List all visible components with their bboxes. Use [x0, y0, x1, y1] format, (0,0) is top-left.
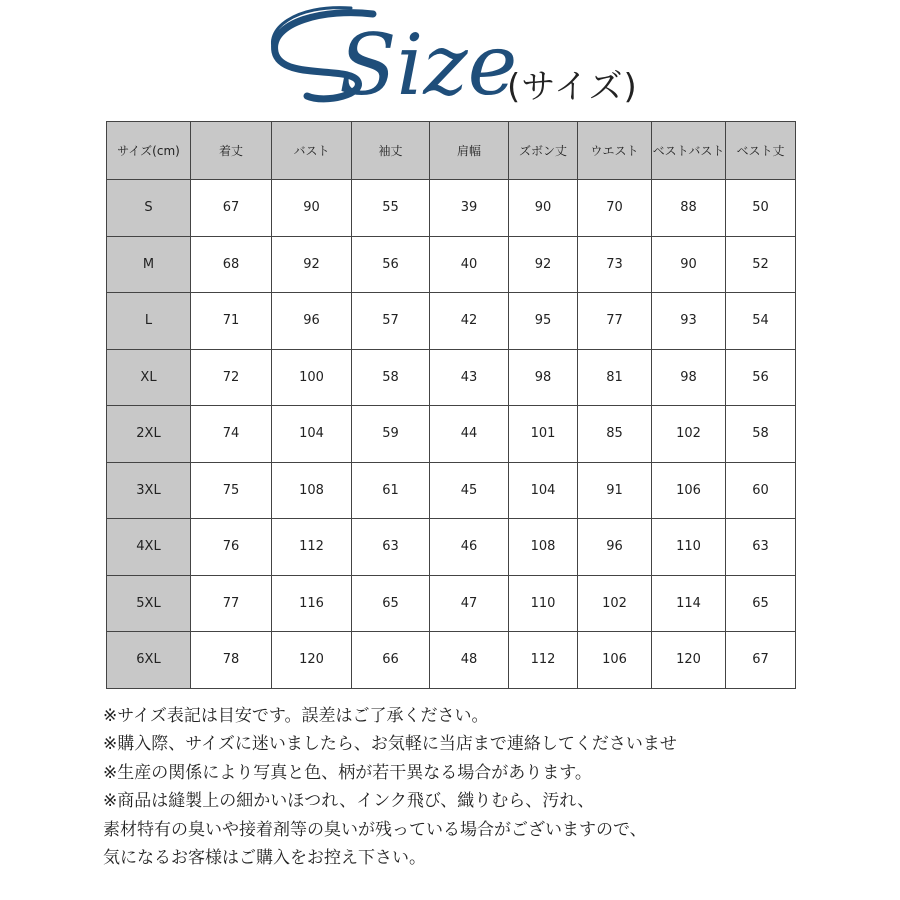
size-label-cell: M: [107, 236, 191, 293]
table-cell: 90: [509, 180, 578, 237]
size-logo-text: Size: [339, 16, 518, 114]
table-row: [107, 632, 796, 689]
table-cell: 108: [509, 519, 578, 576]
note-line: 素材特有の臭いや接着剤等の臭いが残っている場合がございますので、: [103, 819, 647, 840]
table-cell: 112: [272, 519, 352, 576]
table-cell: 60: [726, 462, 796, 519]
header-size: サイズ(cm): [107, 122, 191, 180]
table-cell: 108: [272, 462, 352, 519]
table-cell: 75: [191, 462, 272, 519]
size-subtitle: (サイズ): [507, 67, 638, 107]
table-cell: 88: [652, 180, 726, 237]
note-line: ※サイズ表記は目安です。誤差はご了承ください。: [103, 706, 489, 726]
table-cell: 39: [430, 180, 509, 237]
table-cell: 43: [430, 349, 509, 406]
table-row: [107, 462, 796, 519]
table-cell: 61: [352, 462, 430, 519]
notes-list: [103, 702, 863, 872]
header-length: 着丈: [191, 122, 272, 180]
header-waist: ウエスト: [578, 122, 652, 180]
size-table-header: [107, 122, 796, 180]
size-label-cell: 6XL: [107, 632, 191, 689]
table-cell: 102: [652, 406, 726, 463]
table-cell: 106: [578, 632, 652, 689]
table-row: [107, 349, 796, 406]
size-label-cell: 2XL: [107, 406, 191, 463]
table-cell: 90: [652, 236, 726, 293]
note-line: ※商品は縫製上の細かいほつれ、インク飛び、織りむら、汚れ、: [103, 791, 595, 812]
table-cell: 91: [578, 462, 652, 519]
table-cell: 98: [652, 349, 726, 406]
table-cell: 96: [272, 293, 352, 350]
header-pants-length: ズボン丈: [509, 122, 578, 180]
table-cell: 81: [578, 349, 652, 406]
table-cell: 114: [652, 575, 726, 632]
table-cell: 66: [352, 632, 430, 689]
table-cell: 73: [578, 236, 652, 293]
size-label-cell: 4XL: [107, 519, 191, 576]
header-shoulder: 肩幅: [430, 122, 509, 180]
header-vest-length: ベスト丈: [726, 122, 796, 180]
table-cell: 116: [272, 575, 352, 632]
table-cell: 98: [509, 349, 578, 406]
table-cell: 58: [352, 349, 430, 406]
header-sleeve: 袖丈: [352, 122, 430, 180]
table-cell: 58: [726, 406, 796, 463]
table-cell: 77: [578, 293, 652, 350]
table-row: [107, 236, 796, 293]
table-row: [107, 180, 796, 237]
table-cell: 59: [352, 406, 430, 463]
table-cell: 120: [652, 632, 726, 689]
table-cell: 106: [652, 462, 726, 519]
note-line: ※購入際、サイズに迷いましたら、お気軽に当店まで連絡してくださいませ: [103, 734, 677, 755]
table-cell: 90: [272, 180, 352, 237]
table-cell: 120: [272, 632, 352, 689]
table-cell: 93: [652, 293, 726, 350]
table-cell: 56: [352, 236, 430, 293]
table-cell: 92: [509, 236, 578, 293]
table-cell: 100: [272, 349, 352, 406]
note-line: ※生産の関係により写真と色、柄が若干異なる場合があります。: [103, 762, 592, 783]
table-cell: 77: [191, 575, 272, 632]
table-cell: 68: [191, 236, 272, 293]
table-cell: 50: [726, 180, 796, 237]
table-cell: 48: [430, 632, 509, 689]
table-row: [107, 406, 796, 463]
table-cell: 67: [191, 180, 272, 237]
size-label-cell: L: [107, 293, 191, 350]
size-label-cell: S: [107, 180, 191, 237]
size-table-body: [107, 180, 796, 689]
table-cell: 110: [652, 519, 726, 576]
size-label-cell: 5XL: [107, 575, 191, 632]
table-cell: 96: [578, 519, 652, 576]
size-label-cell: 3XL: [107, 462, 191, 519]
table-cell: 101: [509, 406, 578, 463]
header-vest-bust: ベストバスト: [652, 122, 726, 180]
table-cell: 104: [272, 406, 352, 463]
table-row: [107, 293, 796, 350]
table-cell: 47: [430, 575, 509, 632]
table-cell: 72: [191, 349, 272, 406]
table-cell: 74: [191, 406, 272, 463]
table-cell: 110: [509, 575, 578, 632]
table-row: [107, 575, 796, 632]
table-cell: 45: [430, 462, 509, 519]
table-cell: 95: [509, 293, 578, 350]
table-cell: 44: [430, 406, 509, 463]
table-cell: 65: [352, 575, 430, 632]
table-cell: 112: [509, 632, 578, 689]
table-row: [107, 519, 796, 576]
note-line: 気になるお客様はご購入をお控え下さい。: [103, 848, 426, 869]
table-cell: 56: [726, 349, 796, 406]
table-cell: 67: [726, 632, 796, 689]
table-cell: 57: [352, 293, 430, 350]
table-cell: 78: [191, 632, 272, 689]
table-cell: 54: [726, 293, 796, 350]
table-cell: 85: [578, 406, 652, 463]
table-cell: 63: [352, 519, 430, 576]
table-cell: 63: [726, 519, 796, 576]
table-cell: 104: [509, 462, 578, 519]
table-cell: 65: [726, 575, 796, 632]
table-cell: 76: [191, 519, 272, 576]
header-bust: バスト: [272, 122, 352, 180]
table-cell: 46: [430, 519, 509, 576]
table-cell: 71: [191, 293, 272, 350]
table-cell: 70: [578, 180, 652, 237]
table-cell: 52: [726, 236, 796, 293]
size-table: [106, 121, 796, 689]
table-cell: 40: [430, 236, 509, 293]
table-cell: 55: [352, 180, 430, 237]
table-cell: 42: [430, 293, 509, 350]
table-cell: 102: [578, 575, 652, 632]
size-label-cell: XL: [107, 349, 191, 406]
size-title: [255, 0, 675, 118]
table-cell: 92: [272, 236, 352, 293]
